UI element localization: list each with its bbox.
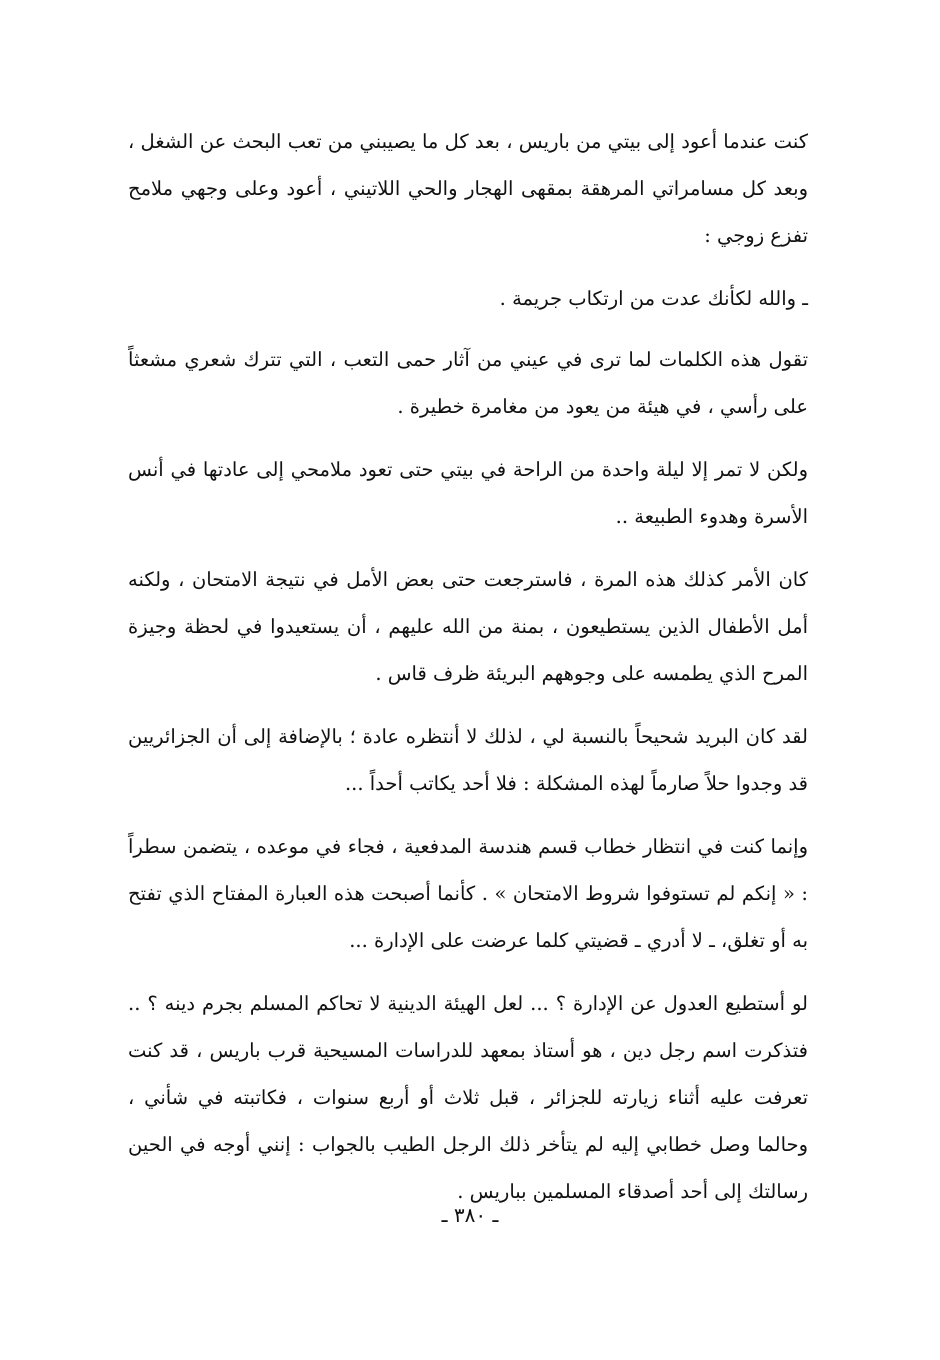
dialogue-line: ـ والله لكأنك عدت من ارتكاب جريمة . bbox=[499, 287, 808, 310]
paragraph-4: كان الأمر كذلك هذه المرة ، فاسترجعت حتى بعض الأمل في نتيجة الامتحان ، ولكنه أمل الأطفال الذين يستطيعون ، بمنة من الله عليهم ، أن يستعيدوا في لحظة وجيزة المرح الذي يطمسه على وجوههم البريئة ظرف قاس . bbox=[128, 568, 808, 685]
paragraph-3: ولكن لا تمر إلا ليلة واحدة من الراحة في بيتي حتى تعود ملامحي إلى عادتها في أنس الأسرة وهدوء الطبيعة .. bbox=[128, 458, 808, 528]
paragraph-1: كنت عندما أعود إلى بيتي من باريس ، بعد كل ما يصيبني من تعب البحث عن الشغل ، وبعد كل مسامراتي المرهقة بمقهى الهجار والحي اللاتيني ، أعود وعلى وجهي ملامح تفزع زوجي : bbox=[128, 130, 808, 247]
paragraph-7: لو أستطيع العدول عن الإدارة ؟ ... لعل الهيئة الدينية لا تحاكم المسلم بجرم دينه ؟ .. فتذكرت اسم رجل دين ، هو أستاذ بمعهد للدراسات المسيحية قرب باريس ، قد كنت تعرفت عليه أثناء زيارته للجزائر ، قبل ثلاث أو أربع سنوات ، فكاتبته في شأني ، وحالما وصل خطابي إليه لم يتأخر ذلك الرجل الطيب بالجواب : إنني أوجه في الحين رسالتك إلى أحد أصدقاء المسلمين بباريس . bbox=[128, 992, 808, 1203]
paragraph-2: تقول هذه الكلمات لما ترى في عيني من آثار حمى التعب ، التي تترك شعري مشعثاً على رأسي ، في هيئة من يعود من مغامرة خطيرة . bbox=[128, 348, 808, 418]
page-number: ـ ٣٨٠ ـ bbox=[441, 1203, 499, 1227]
paragraph-5: لقد كان البريد شحيحاً بالنسبة لي ، لذلك لا أنتظره عادة ؛ بالإضافة إلى أن الجزائريين قد وجدوا حلاً صارماً لهذه المشكلة : فلا أحد يكاتب أحداً ... bbox=[128, 725, 808, 795]
page-body bbox=[128, 118, 808, 1231]
paragraph-6: وإنما كنت في انتظار خطاب قسم هندسة المدفعية ، فجاء في موعده ، يتضمن سطراً : « إنكم لم تستوفوا شروط الامتحان » . كأنما أصبحت هذه العبارة المفتاح الذي تفتح به أو تغلق، ـ لا أدري ـ قضيتي كلما عرضت على الإدارة ... bbox=[128, 835, 808, 952]
